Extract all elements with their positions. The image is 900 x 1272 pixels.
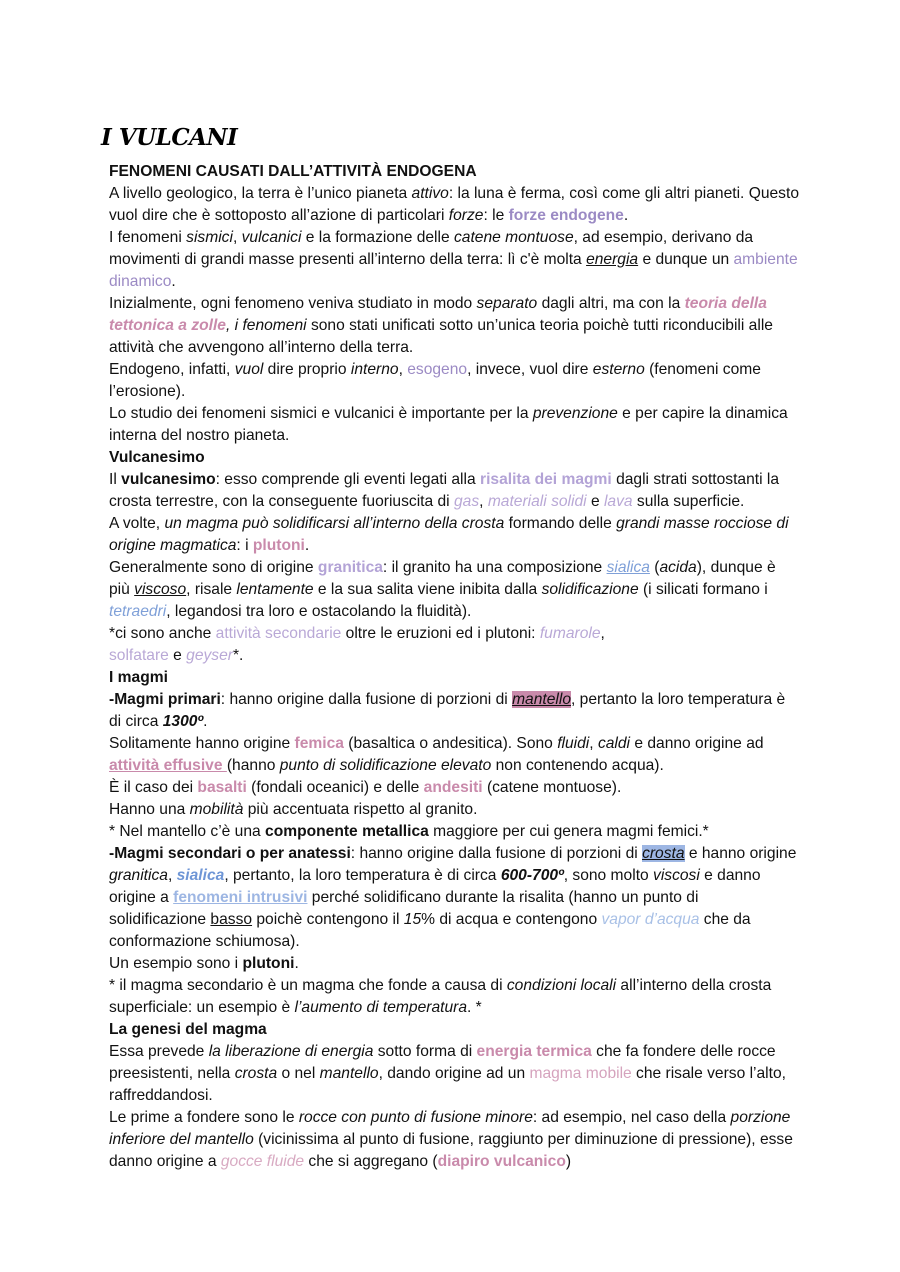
text: , risale <box>186 581 237 598</box>
text: dire proprio <box>263 361 351 378</box>
text: sotto forma di <box>373 1043 477 1060</box>
text-italic: rocce con punto di fusione minore <box>298 1109 533 1126</box>
highlight-term: gas <box>453 493 480 510</box>
text: : le <box>483 207 509 224</box>
text: o nel <box>277 1065 320 1082</box>
highlight-term: ambiente dinamico <box>109 251 798 290</box>
text: Le prime a fondere sono le <box>109 1109 299 1126</box>
text-italic: catene montuose <box>453 229 574 246</box>
text: *. <box>232 647 244 664</box>
paragraph <box>109 975 799 1019</box>
text: formando delle <box>504 515 617 532</box>
text: poichè contengono il <box>252 911 404 928</box>
text: , <box>232 229 242 246</box>
highlight-term: crosta <box>642 845 685 862</box>
text: e danno origine ad <box>630 735 764 752</box>
text: , legandosi tra loro e ostacolando la fluidità). <box>166 603 472 620</box>
text-italic: vuol <box>234 361 264 378</box>
text-italic: caldi <box>597 735 631 752</box>
text: sulla superficie. <box>632 493 745 510</box>
text: A volte, <box>109 515 165 532</box>
text: che fa fondere delle rocce preesistenti, nella <box>109 1043 776 1082</box>
text: A livello geologico, la terra è l’unico pianeta <box>109 185 412 202</box>
highlight-term: energia termica <box>476 1043 592 1060</box>
text: (basaltica o andesitica). Sono <box>343 735 558 752</box>
text: che da conformazione schiumosa). <box>109 911 751 950</box>
highlight-term: sialica <box>606 559 650 576</box>
text: : la luna è ferma, così come gli altri pianeti. Questo vuol dire che è sottoposto all’azione di particolari <box>109 185 799 224</box>
text-italic: grandi masse rocciose di origine magmatica <box>109 515 789 554</box>
text: sono stati unificati sotto un’unica teoria poichè tutti riconducibili alle attività che avvengono all’interno della terra. <box>109 317 773 356</box>
text-bold-italic: 600-700º <box>500 867 564 884</box>
text: dagli altri, ma con la <box>537 295 685 312</box>
paragraph <box>109 403 799 447</box>
text: Essa prevede <box>109 1043 209 1060</box>
document-body <box>109 161 799 1173</box>
highlight-term: materiali solidi <box>487 493 587 510</box>
text: . <box>294 955 299 972</box>
text: e <box>168 647 187 664</box>
paragraph <box>109 777 799 799</box>
text-italic: granitica <box>109 867 168 884</box>
text: . <box>203 713 208 730</box>
text: , invece, vuol dire <box>467 361 593 378</box>
text-italic: porzione inferiore del mantello <box>109 1109 791 1148</box>
paragraph <box>109 183 799 227</box>
highlight-term: solfatare <box>109 647 169 664</box>
text: e hanno origine <box>684 845 797 862</box>
text-italic: un magma può solidificarsi all’interno della crosta <box>164 515 505 532</box>
text: , <box>479 493 488 510</box>
text: non contenendo acqua). <box>491 757 664 774</box>
text-italic-underline: energia <box>586 251 639 268</box>
highlight-term: mantello <box>512 691 572 708</box>
text: * il magma secondario è un magma che fonde a causa di <box>109 977 507 994</box>
text: , dando origine ad un <box>378 1065 530 1082</box>
text: : hanno origine dalla fusione di porzioni di <box>350 845 643 862</box>
paragraph <box>109 469 799 513</box>
text: : il granito ha una composizione <box>382 559 607 576</box>
text-italic: prevenzione <box>532 405 618 422</box>
text: Il <box>109 471 122 488</box>
highlight-term: forze endogene <box>508 207 624 224</box>
highlight-term: diapiro vulcanico <box>437 1153 566 1170</box>
highlight-term: femica <box>294 735 344 752</box>
text: che risale verso l’alto, raffreddandosi. <box>109 1065 786 1104</box>
highlight-term: basalti <box>197 779 247 796</box>
text-italic: viscosi <box>653 867 700 884</box>
text: e danno origine a <box>109 867 761 906</box>
text-italic: interno <box>350 361 399 378</box>
highlight-term: teoria della tettonica a zolle <box>109 295 767 334</box>
text: perché solidificano durante la risalita (hanno un punto di solidificazione <box>109 889 699 928</box>
text-italic: i fenomeni <box>234 317 307 334</box>
page-title: I VULCANI <box>101 124 238 151</box>
text-italic: acida <box>659 559 697 576</box>
text: *ci sono anche <box>109 625 216 642</box>
paragraph <box>109 359 799 403</box>
text: . <box>623 207 629 224</box>
text: Hanno una <box>109 801 190 818</box>
text: e la formazione delle <box>301 229 454 246</box>
highlight-term: gocce fluide <box>220 1153 305 1170</box>
text: oltre le eruzioni ed i plutoni: <box>341 625 540 642</box>
highlight-term: plutoni <box>252 537 305 554</box>
text-italic: attivo <box>411 185 449 202</box>
paragraph <box>109 1107 799 1173</box>
text: e <box>586 493 604 510</box>
text-bold: -Magmi secondari o per anatessi <box>109 845 351 862</box>
text-italic: 15 <box>403 911 422 928</box>
highlight-term: vapor d’acqua <box>601 911 700 928</box>
text-italic: forze <box>448 207 484 224</box>
paragraph <box>109 689 799 733</box>
highlight-term: sialica <box>176 867 225 884</box>
text-italic: punto di solidificazione elevato <box>279 757 492 774</box>
text: , <box>167 867 177 884</box>
text: dagli strati sottostanti la crosta terrestre, con la conseguente fuoriuscita di <box>109 471 780 510</box>
text-italic: fluidi <box>557 735 590 752</box>
text: Un esempio sono i <box>109 955 243 972</box>
text: , pertanto, la loro temperatura è di circa <box>224 867 501 884</box>
text: : i <box>236 537 253 554</box>
text: . <box>304 537 310 554</box>
text: . <box>171 273 176 290</box>
highlight-term: lava <box>603 493 633 510</box>
paragraph <box>109 557 799 623</box>
text-italic: mantello <box>319 1065 379 1082</box>
text: : ad esempio, nel caso della <box>532 1109 731 1126</box>
text: e per capire la dinamica interna del nostro pianeta. <box>109 405 788 444</box>
text: Solitamente hanno origine <box>109 735 295 752</box>
text-italic: esterno <box>592 361 645 378</box>
text: Endogeno, infatti, <box>109 361 235 378</box>
paragraph <box>109 293 799 359</box>
text: , <box>589 735 598 752</box>
text: e la sua salita viene inibita dalla <box>313 581 542 598</box>
paragraph <box>109 513 799 557</box>
text: . * <box>467 999 482 1016</box>
section-heading: FENOMENI CAUSATI DALL’ATTIVITÀ ENDOGENA <box>109 163 477 180</box>
highlight-term: esogeno <box>407 361 468 378</box>
text: all’interno della crosta superficiale: un esempio è <box>109 977 772 1016</box>
paragraph <box>109 733 799 777</box>
text-italic: , <box>225 317 235 334</box>
text: (hanno <box>226 757 280 774</box>
highlight-term: andesiti <box>423 779 483 796</box>
text: (catene montuose). <box>482 779 622 796</box>
text: (vicinissima al punto di fusione, raggiunto per diminuzione di pressione), esse danno origine a <box>109 1131 793 1170</box>
text-italic-underline: viscoso <box>134 581 187 598</box>
text: È il caso dei <box>109 779 198 796</box>
text: , ad esempio, derivano da movimenti di grandi masse presenti all’interno della terra: lì c'è molta <box>109 229 754 268</box>
paragraph <box>109 227 799 293</box>
text: : hanno origine dalla fusione di porzioni di <box>220 691 513 708</box>
highlight-term: risalita dei magmi <box>480 471 612 488</box>
text-bold: plutoni <box>242 955 295 972</box>
text: ( <box>649 559 660 576</box>
text: Generalmente sono di origine <box>109 559 318 576</box>
paragraph <box>109 1041 799 1107</box>
text: (fenomeni come l’erosione). <box>109 361 761 400</box>
highlight-term: fenomeni intrusivi <box>173 889 308 906</box>
text: % di acqua e contengono <box>421 911 602 928</box>
text-bold: componente metallica <box>265 823 429 840</box>
text-italic: la liberazione di energia <box>208 1043 374 1060</box>
text: maggiore per cui genera magmi femici.* <box>428 823 709 840</box>
text: più accentuata rispetto al granito. <box>243 801 478 818</box>
highlight-term: tetraedri <box>109 603 167 620</box>
text: , <box>600 625 605 642</box>
highlight-term: magma mobile <box>529 1065 632 1082</box>
text-italic: crosta <box>234 1065 278 1082</box>
text-underline: basso <box>210 911 253 928</box>
text: che si aggregano ( <box>304 1153 438 1170</box>
text-italic: solidificazione <box>541 581 639 598</box>
highlight-term: attività secondarie <box>215 625 342 642</box>
text-bold: -Magmi primari <box>109 691 221 708</box>
text: : esso comprende gli eventi legati alla <box>215 471 480 488</box>
text: , pertanto la loro temperatura è di circa <box>109 691 786 730</box>
text: , sono molto <box>563 867 654 884</box>
text: Inizialmente, ogni fenomeno veniva studiato in modo <box>109 295 477 312</box>
highlight-term: fumarole <box>539 625 601 642</box>
text: Lo studio dei fenomeni sismici e vulcanici è importante per la <box>109 405 533 422</box>
text: I fenomeni <box>109 229 187 246</box>
text-italic: lentamente <box>236 581 314 598</box>
text: * Nel mantello c’è una <box>109 823 266 840</box>
highlight-term: geyser <box>186 647 233 664</box>
text-italic: condizioni locali <box>506 977 617 994</box>
text: ) <box>565 1153 572 1170</box>
paragraph <box>109 953 799 975</box>
section-heading: Vulcanesimo <box>109 449 205 466</box>
section-heading: La genesi del magma <box>109 1021 267 1038</box>
highlight-term: attività effusive <box>109 757 227 774</box>
text-italic: separato <box>476 295 538 312</box>
section-heading: I magmi <box>109 669 168 686</box>
text-italic: mobilità <box>189 801 244 818</box>
paragraph <box>109 843 799 953</box>
text: (fondali oceanici) e delle <box>246 779 424 796</box>
text-italic: vulcanici <box>241 229 302 246</box>
text: e dunque un <box>638 251 734 268</box>
text: (i silicati formano i <box>638 581 768 598</box>
text-bold-italic: 1300º <box>162 713 204 730</box>
text: , <box>398 361 408 378</box>
paragraph <box>109 623 799 667</box>
paragraph <box>109 799 799 821</box>
highlight-term: granitica <box>317 559 383 576</box>
text-italic: sismici <box>186 229 233 246</box>
paragraph <box>109 821 799 843</box>
text-bold: vulcanesimo <box>121 471 216 488</box>
text: ), dunque è più <box>109 559 776 598</box>
text-italic: l’aumento di temperatura <box>294 999 467 1016</box>
